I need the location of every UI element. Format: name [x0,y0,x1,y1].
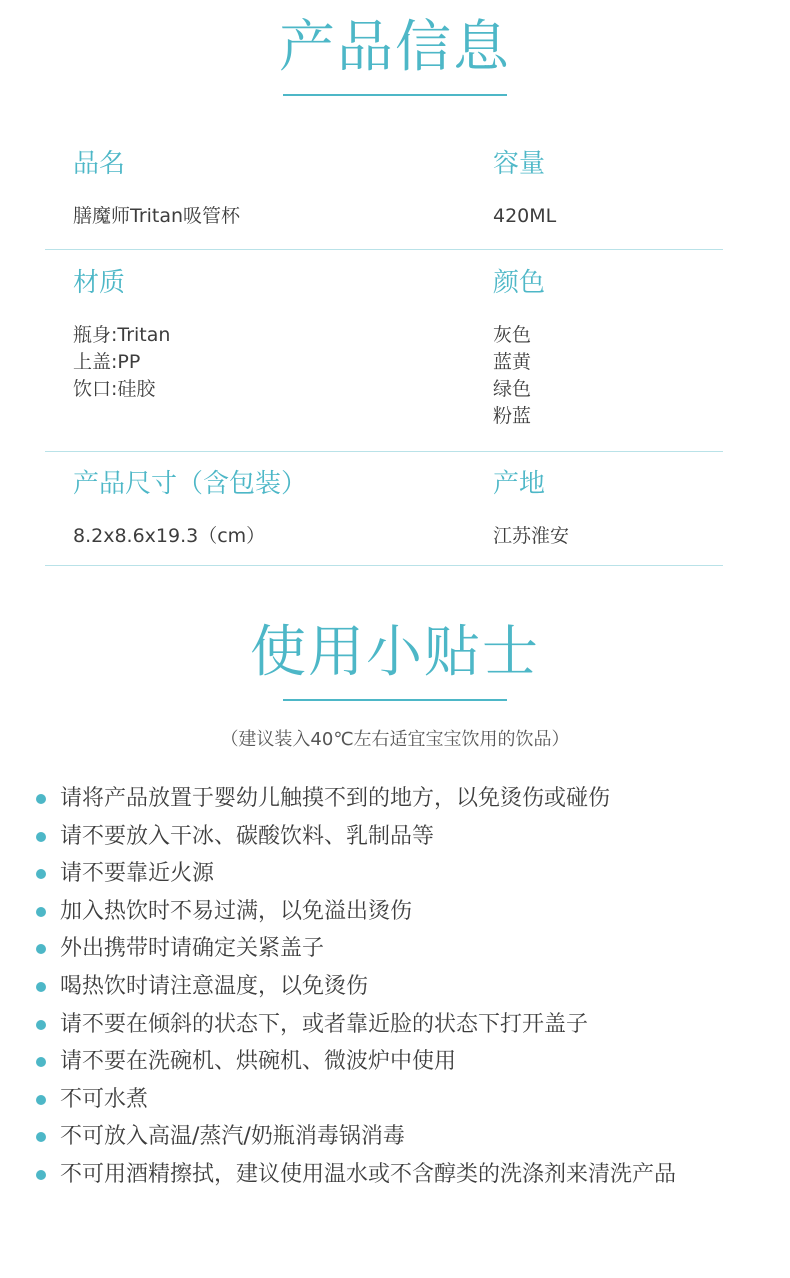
tip-item [34,1043,774,1081]
tip-text: 请不要在倾斜的状态下，或者靠近脸的状态下打开盖子 [60,1011,589,1037]
tip-text: 不可水煮 [60,1086,149,1112]
bullet-dot-icon [36,1132,46,1142]
tip-text: 请不要在洗碗机、烘碗机、微波炉中使用 [60,1049,457,1075]
tip-text: 请不要靠近火源 [60,861,215,887]
tip-item [34,1006,774,1044]
tip-item [34,968,774,1006]
capacity-label: 容量 [493,149,546,179]
row-divider [45,565,723,566]
color-option: 蓝黄 [493,351,532,373]
material-line: 上盖:PP [73,351,141,373]
tip-item [34,1156,774,1194]
product-info-title-underline [283,94,507,96]
color-value [493,322,531,430]
product-name-text: 膳魔师Tritan吸管杯 [73,205,241,227]
row-divider [45,451,723,452]
bullet-dot-icon [36,907,46,917]
bullet-dot-icon [36,794,46,804]
color-option: 粉蓝 [493,405,532,427]
origin-label: 产地 [493,469,546,499]
tip-item [34,818,774,856]
tip-item [34,855,774,893]
bullet-dot-icon [36,832,46,842]
tips-subtitle: （建议装入40℃左右适宜宝宝饮用的饮品） [220,729,570,750]
color-label: 颜色 [493,268,546,298]
bullet-dot-icon [36,944,46,954]
capacity-value [493,203,556,230]
bullet-dot-icon [36,1095,46,1105]
tip-item [34,1081,774,1119]
row-divider [45,249,723,250]
origin-value [493,523,569,550]
tip-text: 外出携带时请确定关紧盖子 [60,936,325,962]
bullet-dot-icon [36,1170,46,1180]
tip-text: 加入热饮时不易过满，以免溢出烫伤 [60,898,413,924]
tip-item [34,893,774,931]
tips-list [34,780,774,1194]
color-option: 灰色 [493,324,532,346]
tip-item [34,930,774,968]
tip-text: 不可放入高温/蒸汽/奶瓶消毒锅消毒 [60,1124,405,1150]
bullet-dot-icon [36,1057,46,1067]
tip-text: 不可用酒精擦拭，建议使用温水或不含醇类的洗涤剂来清洗产品 [60,1161,677,1187]
size-label: 产品尺寸（含包装） [73,469,308,499]
tip-item [34,1118,774,1156]
tip-item [34,780,774,818]
size-text: 8.2x8.6x19.3（cm） [73,525,266,547]
tip-text: 请将产品放置于婴幼儿触摸不到的地方，以免烫伤或碰伤 [60,786,611,811]
size-value [73,523,265,550]
material-label: 材质 [73,268,126,298]
bullet-dot-icon [36,869,46,879]
tips-title-underline [283,699,507,701]
product-info-title: 产品信息 [279,15,511,80]
product-name-value [73,203,240,230]
material-line: 瓶身:Tritan [73,324,171,346]
bullet-dot-icon [36,982,46,992]
tip-text: 请不要放入干冰、碳酸饮料、乳制品等 [60,823,435,849]
product-name-label: 品名 [73,149,126,179]
material-value [73,322,170,403]
bullet-dot-icon [36,1020,46,1030]
origin-text: 江苏淮安 [493,525,570,547]
color-option: 绿色 [493,378,532,400]
capacity-text: 420ML [493,205,557,227]
material-line: 饮口:硅胶 [73,378,156,400]
tips-title: 使用小贴士 [250,620,540,685]
tip-text: 喝热饮时请注意温度，以免烫伤 [60,973,369,999]
